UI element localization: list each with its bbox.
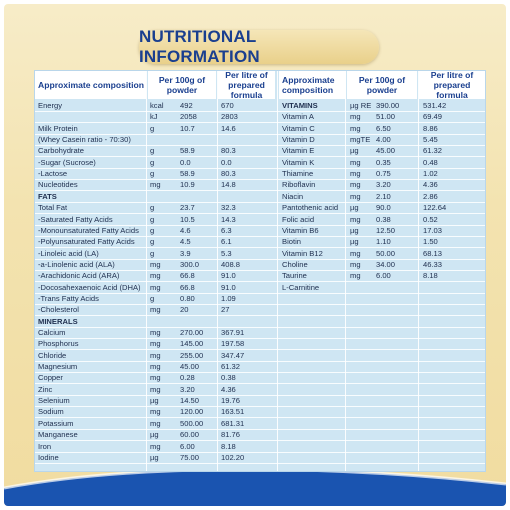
left-unit-cell: mg: [150, 362, 161, 372]
right-per100g-cell: 34.00: [376, 259, 396, 269]
table-row: [35, 283, 485, 294]
right-unit-cell: mg: [350, 259, 361, 269]
left-name-cell: Phosphorus: [38, 339, 79, 349]
table-row: [35, 419, 485, 430]
left-perlitre-cell: 1.09: [221, 293, 236, 303]
left-unit-cell: mg: [150, 373, 161, 383]
right-unit-cell: mgTE: [350, 135, 371, 145]
right-unit-cell: mg: [350, 112, 361, 122]
left-name-cell: -Docosahexaenoic Acid (DHA): [38, 282, 141, 292]
left-unit-cell: [150, 317, 180, 327]
left-perlitre-cell: [221, 317, 275, 327]
left-unit-cell: mg: [150, 418, 161, 428]
right-name-cell: Vitamin D: [282, 135, 315, 145]
table-row: [35, 237, 485, 248]
right-unit-cell: µg RE: [350, 101, 372, 110]
left-per100g-cell: 0.0: [180, 157, 191, 167]
right-unit-cell: mg: [350, 214, 361, 224]
left-name-cell: -Lactose: [38, 169, 68, 179]
left-perlitre-cell: 5.3: [221, 248, 232, 258]
right-name-cell: Vitamin A: [282, 112, 314, 122]
left-per100g-cell: 66.8: [180, 271, 195, 281]
right-per100g-cell: 90.0: [376, 203, 391, 213]
left-per100g-cell: 255.00: [180, 350, 204, 360]
left-unit-cell: g: [150, 248, 155, 258]
left-per100g-cell: [180, 192, 216, 202]
table-row: [35, 294, 485, 305]
right-unit-cell: mg: [350, 123, 361, 133]
left-per100g-cell: 6.00: [180, 441, 195, 451]
left-perlitre-cell: 670: [221, 101, 234, 110]
header-perlitre-right: Per litre of prepared formula: [419, 71, 485, 99]
table-row: [35, 260, 485, 271]
left-name-cell: [38, 112, 142, 122]
header-perlitre-left: Per litre of prepared formula: [218, 71, 275, 99]
header-per100g-left: Per 100g of powder: [148, 71, 216, 99]
table-row: [35, 249, 485, 260]
left-unit-cell: g: [150, 237, 155, 247]
table-row: [35, 373, 485, 384]
left-perlitre-cell: 6.1: [221, 237, 232, 247]
left-unit-cell: µg: [150, 452, 159, 462]
right-unit-cell: µg: [350, 203, 359, 213]
left-perlitre-cell: [221, 192, 275, 202]
left-per100g-cell: 120.00: [180, 407, 204, 417]
right-name-cell: Vitamin B12: [282, 248, 323, 258]
right-perlitre-cell: 1.50: [423, 237, 438, 247]
left-perlitre-cell: 19.76: [221, 396, 241, 406]
right-perlitre-cell: 0.48: [423, 157, 438, 167]
right-name-cell: Niacin: [282, 191, 304, 201]
right-per100g-cell: 6.00: [376, 271, 391, 281]
right-name-cell: Pantothenic acid: [282, 203, 339, 213]
left-name-cell: Sodium: [38, 407, 64, 417]
right-name-cell: Vitamin E: [282, 146, 315, 156]
right-per100g-cell: 1.10: [376, 237, 391, 247]
right-name-cell: Folic acid: [282, 214, 315, 224]
left-perlitre-cell: 6.3: [221, 225, 232, 235]
left-name-cell: -Sugar (Sucrose): [38, 157, 96, 167]
left-name-cell: FATS: [38, 191, 57, 201]
left-perlitre-cell: 197.58: [221, 339, 245, 349]
left-perlitre-cell: 14.3: [221, 214, 236, 224]
left-perlitre-cell: 0.0: [221, 157, 232, 167]
right-per100g-cell: 3.20: [376, 180, 391, 190]
left-name-cell: Selenium: [38, 396, 70, 406]
right-per100g-cell: 4.00: [376, 135, 391, 145]
left-per100g-cell: 145.00: [180, 339, 204, 349]
right-unit-cell: mg: [350, 180, 361, 190]
table-row: [35, 226, 485, 237]
left-unit-cell: mg: [150, 441, 161, 451]
left-name-cell: -Arachidonic Acid (ARA): [38, 271, 120, 281]
left-unit-cell: [150, 192, 180, 202]
left-name-cell: Nucleotides: [38, 180, 78, 190]
table-row: [35, 407, 485, 418]
table-row: [35, 135, 485, 146]
table-row: [35, 351, 485, 362]
right-per100g-cell: 0.35: [376, 157, 391, 167]
left-perlitre-cell: 91.0: [221, 271, 236, 281]
left-unit-cell: g: [150, 169, 155, 179]
left-per100g-cell: 10.5: [180, 214, 195, 224]
left-perlitre-cell: 80.3: [221, 169, 236, 179]
left-perlitre-cell: [221, 135, 275, 145]
right-unit-cell: mg: [350, 191, 361, 201]
right-per100g-cell: 0.38: [376, 214, 391, 224]
right-name-cell: L-Carnitine: [282, 282, 320, 292]
right-unit-cell: [350, 283, 376, 293]
left-per100g-cell: 10.9: [180, 180, 195, 190]
left-perlitre-cell: 102.20: [221, 452, 245, 462]
left-perlitre-cell: 347.47: [221, 350, 245, 360]
table-row: [35, 192, 485, 203]
table-row: [35, 430, 485, 441]
left-name-cell: Iodine: [38, 452, 59, 462]
table-row: [35, 317, 485, 328]
left-name-cell: Iron: [38, 441, 52, 451]
table-row: [35, 328, 485, 339]
left-name-cell: Total Fat: [38, 203, 68, 213]
table-row: [35, 385, 485, 396]
table-row: [35, 112, 485, 123]
left-per100g-cell: 4.6: [180, 225, 191, 235]
left-name-cell: Zinc: [38, 384, 53, 394]
right-unit-cell: µg: [350, 237, 359, 247]
right-perlitre-cell: 4.36: [423, 180, 438, 190]
left-per100g-cell: 45.00: [180, 362, 200, 372]
right-perlitre-cell: 61.32: [423, 146, 443, 156]
left-per100g-cell: 60.00: [180, 430, 200, 440]
right-per100g-cell: 12.50: [376, 225, 396, 235]
left-per100g-cell: 3.20: [180, 384, 195, 394]
right-per100g-cell: [376, 283, 416, 293]
right-per100g-cell: 390.00: [376, 101, 400, 110]
left-unit-cell: [150, 135, 180, 145]
right-perlitre-cell: 8.18: [423, 271, 438, 281]
right-unit-cell: mg: [350, 157, 361, 167]
left-perlitre-cell: 4.36: [221, 384, 236, 394]
table-row: [35, 305, 485, 316]
table-row: [35, 215, 485, 226]
left-unit-cell: mg: [150, 384, 161, 394]
title-banner: [139, 27, 379, 66]
left-unit-cell: µg: [150, 430, 159, 440]
left-unit-cell: mg: [150, 305, 161, 315]
left-name-cell: -Linoleic acid (LA): [38, 248, 99, 258]
left-per100g-cell: 500.00: [180, 418, 204, 428]
left-unit-cell: kcal: [150, 101, 164, 110]
left-perlitre-cell: 14.6: [221, 123, 236, 133]
left-perlitre-cell: 0.38: [221, 373, 236, 383]
nutrition-card: [4, 4, 506, 506]
right-perlitre-cell: 122.64: [423, 203, 447, 213]
right-unit-cell: µg: [350, 146, 359, 156]
right-perlitre-cell: 17.03: [423, 225, 443, 235]
left-unit-cell: mg: [150, 180, 161, 190]
table-row: [35, 339, 485, 350]
left-unit-cell: g: [150, 146, 155, 156]
left-name-cell: Chloride: [38, 350, 67, 360]
left-per100g-cell: 0.28: [180, 373, 195, 383]
right-perlitre-cell: 69.49: [423, 112, 443, 122]
left-name-cell: Manganese: [38, 430, 78, 440]
left-name-cell: Calcium: [38, 328, 66, 337]
left-unit-cell: g: [150, 157, 155, 167]
left-perlitre-cell: 27: [221, 305, 230, 315]
left-name-cell: Milk Protein: [38, 123, 78, 133]
page-title: NUTRITIONAL INFORMATION: [139, 27, 260, 66]
left-name-cell: MINERALS: [38, 316, 78, 326]
left-unit-cell: g: [150, 203, 155, 213]
left-per100g-cell: [180, 135, 216, 145]
right-name-cell: Vitamin C: [282, 123, 315, 133]
left-unit-cell: mg: [150, 282, 161, 292]
right-unit-cell: µg: [350, 225, 359, 235]
right-unit-cell: mg: [350, 271, 361, 281]
left-per100g-cell: 3.9: [180, 248, 191, 258]
left-per100g-cell: 4.5: [180, 237, 191, 247]
left-per100g-cell: 2058: [180, 112, 197, 122]
header-per100g-right: Per 100g of powder: [347, 71, 417, 99]
left-name-cell: Carbohydrate: [38, 146, 85, 156]
left-unit-cell: mg: [150, 271, 161, 281]
left-unit-cell: mg: [150, 328, 161, 337]
left-per100g-cell: 75.00: [180, 452, 200, 462]
left-unit-cell: mg: [150, 339, 161, 349]
left-name-cell: -Monounsaturated Fatty Acids: [38, 225, 139, 235]
table-row: [35, 442, 485, 453]
table-row: [35, 362, 485, 373]
left-unit-cell: g: [150, 225, 155, 235]
table-row: [35, 169, 485, 180]
left-per100g-cell: 0.80: [180, 293, 195, 303]
right-perlitre-cell: 531.42: [423, 101, 447, 110]
left-per100g-cell: 492: [180, 101, 193, 110]
left-unit-cell: mg: [150, 259, 161, 269]
left-unit-cell: µg: [150, 396, 159, 406]
table-row: [35, 158, 485, 169]
left-per100g-cell: 58.9: [180, 146, 195, 156]
left-perlitre-cell: 681.31: [221, 418, 245, 428]
left-per100g-cell: 20: [180, 305, 189, 315]
left-perlitre-cell: 14.8: [221, 180, 236, 190]
left-name-cell: -Saturated Fatty Acids: [38, 214, 113, 224]
left-perlitre-cell: 61.32: [221, 362, 241, 372]
right-per100g-cell: 0.75: [376, 169, 391, 179]
left-name-cell: Energy: [38, 101, 63, 110]
right-perlitre-cell: 5.45: [423, 135, 438, 145]
left-perlitre-cell: 2803: [221, 112, 238, 122]
left-unit-cell: mg: [150, 407, 161, 417]
table-row: [35, 271, 485, 282]
table-row: [35, 203, 485, 214]
left-per100g-cell: 23.7: [180, 203, 195, 213]
right-name-cell: Choline: [282, 259, 308, 269]
left-name-cell: (Whey Casein ratio - 70:30): [38, 135, 131, 145]
right-perlitre-cell: 0.52: [423, 214, 438, 224]
left-perlitre-cell: 163.51: [221, 407, 245, 417]
left-name-cell: -a-Linolenic acid (ALA): [38, 259, 115, 269]
table-row: [35, 180, 485, 191]
right-per100g-cell: 6.50: [376, 123, 391, 133]
right-perlitre-cell: 8.86: [423, 123, 438, 133]
left-unit-cell: g: [150, 293, 155, 303]
left-per100g-cell: 14.50: [180, 396, 200, 406]
left-unit-cell: kJ: [150, 112, 158, 122]
nutrition-table: [34, 70, 486, 472]
left-per100g-cell: 10.7: [180, 123, 195, 133]
right-name-cell: Vitamin B6: [282, 225, 319, 235]
table-row: [35, 146, 485, 157]
left-name-cell: -Polyunsaturated Fatty Acids: [38, 237, 135, 247]
left-name-cell: Potassium: [38, 418, 74, 428]
table-row: [35, 396, 485, 407]
right-perlitre-cell: 1.02: [423, 169, 438, 179]
left-perlitre-cell: 367.91: [221, 328, 245, 337]
right-name-cell: Vitamin K: [282, 157, 315, 167]
left-per100g-cell: 270.00: [180, 328, 204, 337]
left-perlitre-cell: 8.18: [221, 441, 236, 451]
right-perlitre-cell: 46.33: [423, 259, 443, 269]
right-name-cell: Riboflavin: [282, 180, 316, 190]
header-approx-left: Approximate composition: [35, 71, 146, 99]
right-unit-cell: mg: [350, 169, 361, 179]
left-per100g-cell: 300.0: [180, 259, 200, 269]
left-name-cell: Copper: [38, 373, 63, 383]
left-name-cell: -Cholesterol: [38, 305, 79, 315]
header-approx-right: Approximate composition: [279, 71, 346, 99]
right-perlitre-cell: [423, 283, 483, 293]
left-unit-cell: g: [150, 214, 155, 224]
table-row: [35, 453, 485, 464]
left-perlitre-cell: 408.8: [221, 259, 241, 269]
right-per100g-cell: 2.10: [376, 191, 391, 201]
right-per100g-cell: 50.00: [376, 248, 396, 258]
right-per100g-cell: 51.00: [376, 112, 396, 122]
left-unit-cell: g: [150, 123, 155, 133]
right-name-cell: Taurine: [282, 271, 307, 281]
right-name-cell: Thiamine: [282, 169, 314, 179]
table-row: [35, 124, 485, 135]
right-per100g-cell: 45.00: [376, 146, 396, 156]
left-name-cell: Magnesium: [38, 362, 78, 372]
left-per100g-cell: 66.8: [180, 282, 195, 292]
left-per100g-cell: [180, 317, 216, 327]
table-row: [35, 101, 485, 112]
right-perlitre-cell: 2.86: [423, 191, 438, 201]
right-name-cell: Biotin: [282, 237, 301, 247]
left-perlitre-cell: 91.0: [221, 282, 236, 292]
right-perlitre-cell: 68.13: [423, 248, 443, 258]
right-unit-cell: mg: [350, 248, 361, 258]
right-name-cell: VITAMINS: [282, 101, 318, 110]
left-perlitre-cell: 81.76: [221, 430, 241, 440]
left-perlitre-cell: 32.3: [221, 203, 236, 213]
left-name-cell: -Trans Fatty Acids: [38, 293, 99, 303]
left-per100g-cell: 58.9: [180, 169, 195, 179]
left-perlitre-cell: 80.3: [221, 146, 236, 156]
left-unit-cell: mg: [150, 350, 161, 360]
